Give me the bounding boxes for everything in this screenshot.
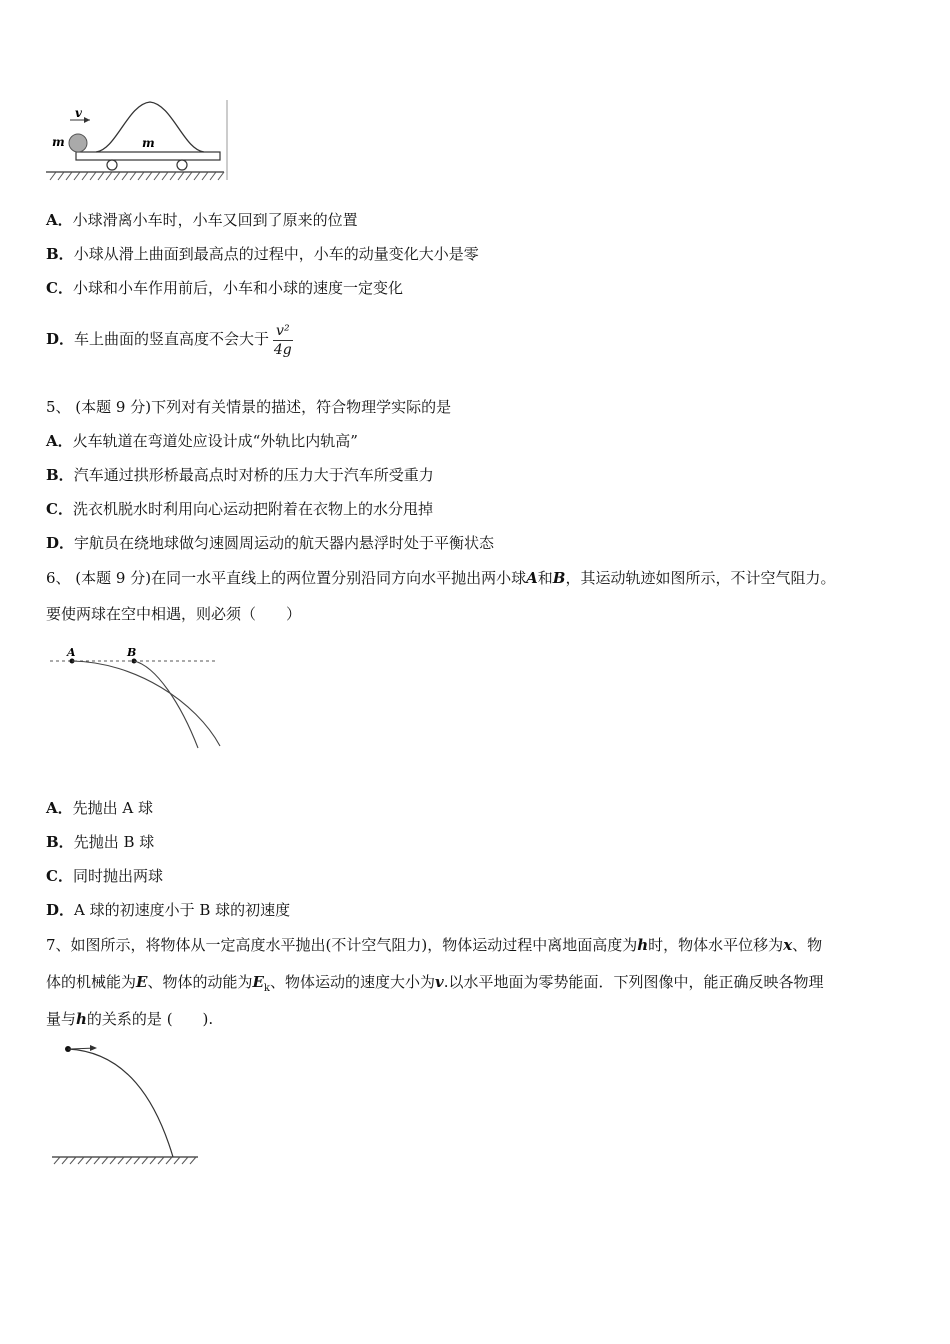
- label-b: B: [127, 646, 137, 659]
- q7-stem-line2: 体的机械能为E、物体的动能为$E_k$、物体运动的速度大小为v.以水平地面为零势能面．下列图像中，能正确反映各物理: [46, 973, 824, 994]
- fraction-v2-over-4g: $\frac{\text{v²}}{4g}$: [273, 322, 292, 358]
- trajectory-a: [72, 661, 220, 746]
- label-a: A: [67, 646, 76, 659]
- q7-stem-line3: 量与h的关系的是 ( ).: [46, 1010, 214, 1028]
- q6-option-c: C．同时抛出两球: [46, 867, 163, 885]
- car-wheel-left: [107, 160, 117, 170]
- q5-stem: 5、 (本题 9 分)下列对有关情景的描述，符合物理学实际的是: [46, 398, 452, 416]
- q6-stem: 6、 (本题 9 分)在同一水平直线上的两位置分别沿同方向水平抛出两小球A和B，其运动轨迹如图所示，不计空气阻力。: [46, 569, 836, 587]
- arrow-head-icon: [90, 1045, 97, 1051]
- arrow-head-icon: [84, 117, 90, 123]
- q5-option-c: C．洗衣机脱水时利用向心运动把附着在衣物上的水分甩掉: [46, 500, 433, 518]
- m-label-car: m: [142, 136, 155, 150]
- trajectory-b: [134, 661, 198, 748]
- v-label: v: [75, 106, 82, 120]
- q4-option-b: B．小球从滑上曲面到最高点的过程中，小车的动量变化大小是零: [46, 245, 479, 263]
- q6-option-a: A．先抛出 A 球: [46, 799, 154, 817]
- m-label-ball: m: [52, 135, 65, 149]
- car-wheel-right: [177, 160, 187, 170]
- q6-stem-2: 要使两球在空中相遇，则必须（ ）: [46, 605, 302, 623]
- q4-option-c: C．小球和小车作用前后，小车和小球的速度一定变化: [46, 279, 403, 297]
- throw-trajectory: [68, 1049, 173, 1157]
- q6-option-b: B．先抛出 B 球: [46, 833, 155, 851]
- ball-car-figure: [44, 96, 232, 186]
- car-body: [76, 152, 220, 160]
- q5-option-a: A．火车轨道在弯道处应设计成“外轨比内轨高”: [46, 432, 358, 450]
- q4-option-d: D．车上曲面的竖直高度不会大于 $\frac{\text{v²}}{4g}$: [46, 322, 292, 358]
- projectile-ab-figure: [46, 642, 224, 752]
- q7-stem-line1: 7、如图所示，将物体从一定高度水平抛出(不计空气阻力)，物体运动过程中离地面高度为h时，物体水平位移为x、物: [46, 936, 823, 954]
- q6-option-d: D．A 球的初速度小于 B 球的初速度: [46, 901, 291, 919]
- q5-option-d: D．宇航员在绕地球做匀速圆周运动的航天器内悬浮时处于平衡状态: [46, 534, 495, 552]
- horizontal-throw-figure: [46, 1040, 204, 1170]
- ball: [69, 134, 87, 152]
- q5-option-b: B．汽车通过拱形桥最高点时对桥的压力大于汽车所受重力: [46, 466, 434, 484]
- q4-option-a: A．小球滑离小车时，小车又回到了原来的位置: [46, 211, 358, 229]
